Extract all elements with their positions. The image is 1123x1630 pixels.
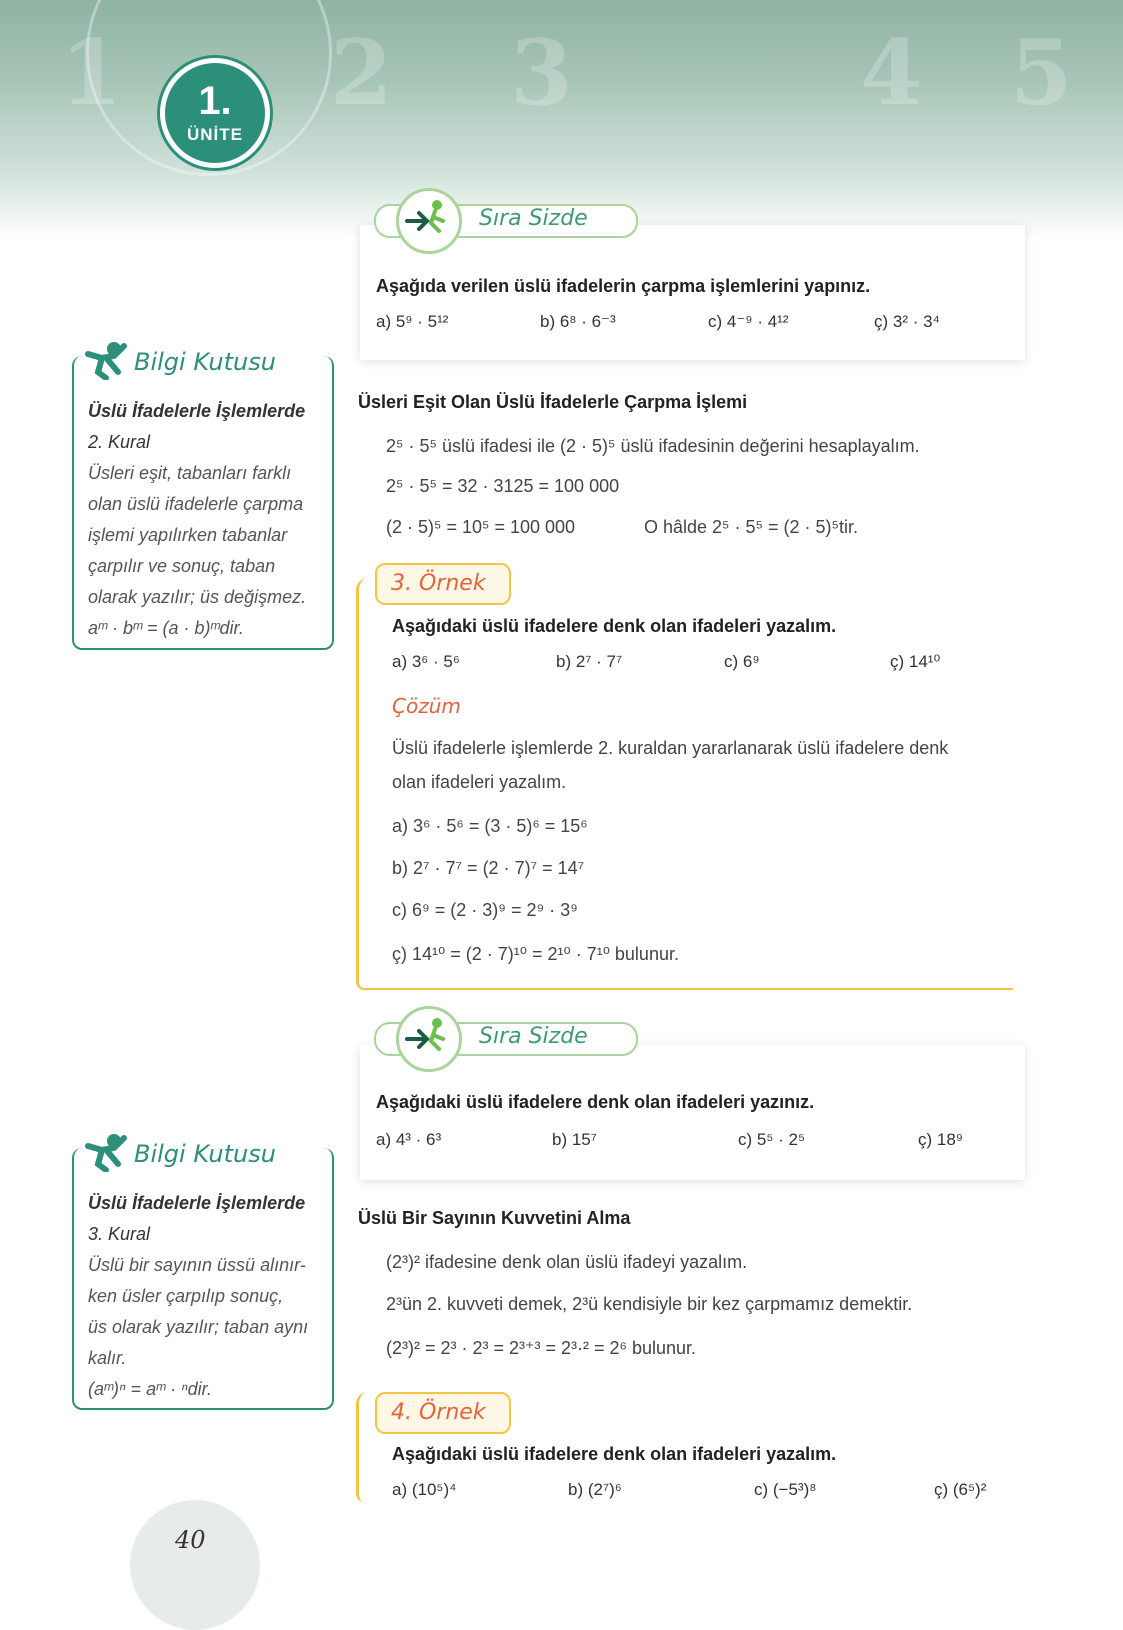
info-box-title: Bilgi Kutusu	[134, 348, 276, 376]
section-text: (2³)² = 2³ · 2³ = 2³⁺³ = 2³·² = 2⁶ bulunur.	[386, 1338, 697, 1358]
section-heading: Üslü Bir Sayının Kuvvetini Alma	[358, 1208, 631, 1228]
header-digit: 2	[330, 20, 393, 126]
info-box-rule: 3. Kural	[88, 1224, 151, 1244]
info-box-line: olan üslü ifadelerle çarpma	[88, 494, 304, 514]
example-option: ç) (6⁵)²	[934, 1480, 987, 1499]
info-box	[72, 1140, 334, 1410]
page-number: 40	[175, 1526, 206, 1554]
solution-step: b) 2⁷ · 7⁷ = (2 · 7)⁷ = 14⁷	[392, 858, 585, 878]
info-box	[72, 348, 334, 650]
sira1-option: ç) 3² · 3⁴	[874, 312, 940, 331]
example-option: ç) 14¹⁰	[890, 652, 941, 671]
example-option: b) (2⁷)⁶	[568, 1480, 622, 1499]
person-icon	[84, 340, 128, 380]
sira1-question: Aşağıda verilen üslü ifadelerin çarpma işlemlerini yapınız.	[376, 276, 871, 296]
info-box-line: çarpılır ve sonuç, taban	[88, 556, 276, 576]
section-heading: Üsleri Eşit Olan Üslü İfadelerle Çarpma İşlemi	[358, 392, 748, 412]
sira1-option: b) 6⁸ · 6⁻³	[540, 312, 616, 331]
runner-icon	[396, 1006, 462, 1072]
section-text: 2³ün 2. kuvveti demek, 2³ü kendisiyle bir kez çarpmamız demektir.	[386, 1294, 913, 1314]
unit-label: ÜNİTE	[187, 125, 243, 144]
sira-sizde-title: Sıra Sizde	[479, 206, 588, 231]
example-question: Aşağıdaki üslü ifadelere denk olan ifadeleri yazalım.	[392, 1444, 837, 1464]
section-text: (2³)² ifadesine denk olan üslü ifadeyi yazalım.	[386, 1252, 748, 1272]
solution-step: a) 3⁶ · 5⁶ = (3 · 5)⁶ = 15⁶	[392, 816, 588, 836]
solution-step: c) 6⁹ = (2 · 3)⁹ = 2⁹ · 3⁹	[392, 900, 578, 920]
solution-text: Üslü ifadelerle işlemlerde 2. kuraldan yararlanarak üslü ifadelere denk	[392, 738, 949, 758]
info-box-heading: Üslü İfadelerle İşlemlerde	[88, 1193, 306, 1213]
sira1-option: c) 4⁻⁹ · 4¹²	[708, 312, 789, 331]
header-digit: 5	[1010, 20, 1073, 126]
info-box-line: Üsleri eşit, tabanları farklı	[88, 463, 292, 483]
header-digit: 3	[510, 20, 573, 126]
info-box-line: Üslü bir sayının üssü alınır-	[88, 1255, 306, 1275]
sira-sizde-header	[374, 200, 634, 238]
solution-label: Çözüm	[392, 694, 461, 718]
example-option: b) 2⁷ · 7⁷	[556, 652, 623, 671]
solution-text: olan ifadeleri yazalım.	[392, 772, 567, 792]
sira2-option: b) 15⁷	[552, 1130, 597, 1149]
unit-number: 1.	[198, 79, 232, 123]
person-icon	[84, 1132, 128, 1172]
sira1-option: a) 5⁹ · 5¹²	[376, 312, 449, 331]
info-box-formula: aᵐ · bᵐ = (a · b)ᵐdir.	[88, 618, 244, 638]
info-box-line: işlemi yapılırken tabanlar	[88, 525, 288, 545]
info-box-title: Bilgi Kutusu	[134, 1140, 276, 1168]
header-digit: 4	[860, 20, 923, 126]
example-option: a) 3⁶ · 5⁶	[392, 652, 460, 671]
sira2-question: Aşağıdaki üslü ifadelere denk olan ifadeleri yazınız.	[376, 1092, 815, 1112]
info-box-rule: 2. Kural	[88, 432, 151, 452]
section-text: 2⁵ · 5⁵ = 32 · 3125 = 100 000	[386, 476, 620, 496]
solution-step: ç) 14¹⁰ = (2 · 7)¹⁰ = 2¹⁰ · 7¹⁰ bulunur.	[392, 944, 679, 964]
info-box-line: ken üsler çarpılıp sonuç,	[88, 1286, 284, 1306]
sira2-option: ç) 18⁹	[918, 1130, 964, 1149]
sira2-option: c) 5⁵ · 2⁵	[738, 1130, 805, 1149]
info-box-line: olarak yazılır; üs değişmez.	[88, 587, 307, 607]
example-tag	[375, 563, 511, 605]
info-box-line: kalır.	[88, 1348, 127, 1368]
example-option: c) (−5³)⁸	[754, 1480, 817, 1499]
info-box-heading: Üslü İfadelerle İşlemlerde	[88, 401, 306, 421]
example-question: Aşağıdaki üslü ifadelere denk olan ifadeleri yazalım.	[392, 616, 837, 636]
example-tag	[375, 1392, 511, 1434]
example-label: 4. Örnek	[391, 1400, 486, 1425]
page-number-badge	[130, 1500, 260, 1630]
sira-sizde-header	[374, 1018, 634, 1056]
section-text: O hâlde 2⁵ · 5⁵ = (2 · 5)⁵tir.	[644, 517, 858, 537]
unit-badge	[160, 58, 270, 168]
info-box-body	[88, 1188, 324, 1405]
example-option: a) (10⁵)⁴	[392, 1480, 457, 1499]
info-box-line: üs olarak yazılır; taban aynı	[88, 1317, 309, 1337]
sira2-option: a) 4³ · 6³	[376, 1130, 442, 1149]
sira-sizde-title: Sıra Sizde	[479, 1024, 588, 1049]
section-text: (2 · 5)⁵ = 10⁵ = 100 000	[386, 517, 576, 537]
section-text: 2⁵ · 5⁵ üslü ifadesi ile (2 · 5)⁵ üslü ifadesinin değerini hesaplayalım.	[386, 436, 920, 456]
info-box-formula: (aᵐ)ⁿ = aᵐ · ⁿdir.	[88, 1379, 212, 1399]
header-digit: 1	[60, 20, 123, 126]
info-box-body	[88, 396, 324, 644]
runner-icon	[396, 188, 462, 254]
example-label: 3. Örnek	[391, 571, 486, 596]
example-option: c) 6⁹	[724, 652, 760, 671]
